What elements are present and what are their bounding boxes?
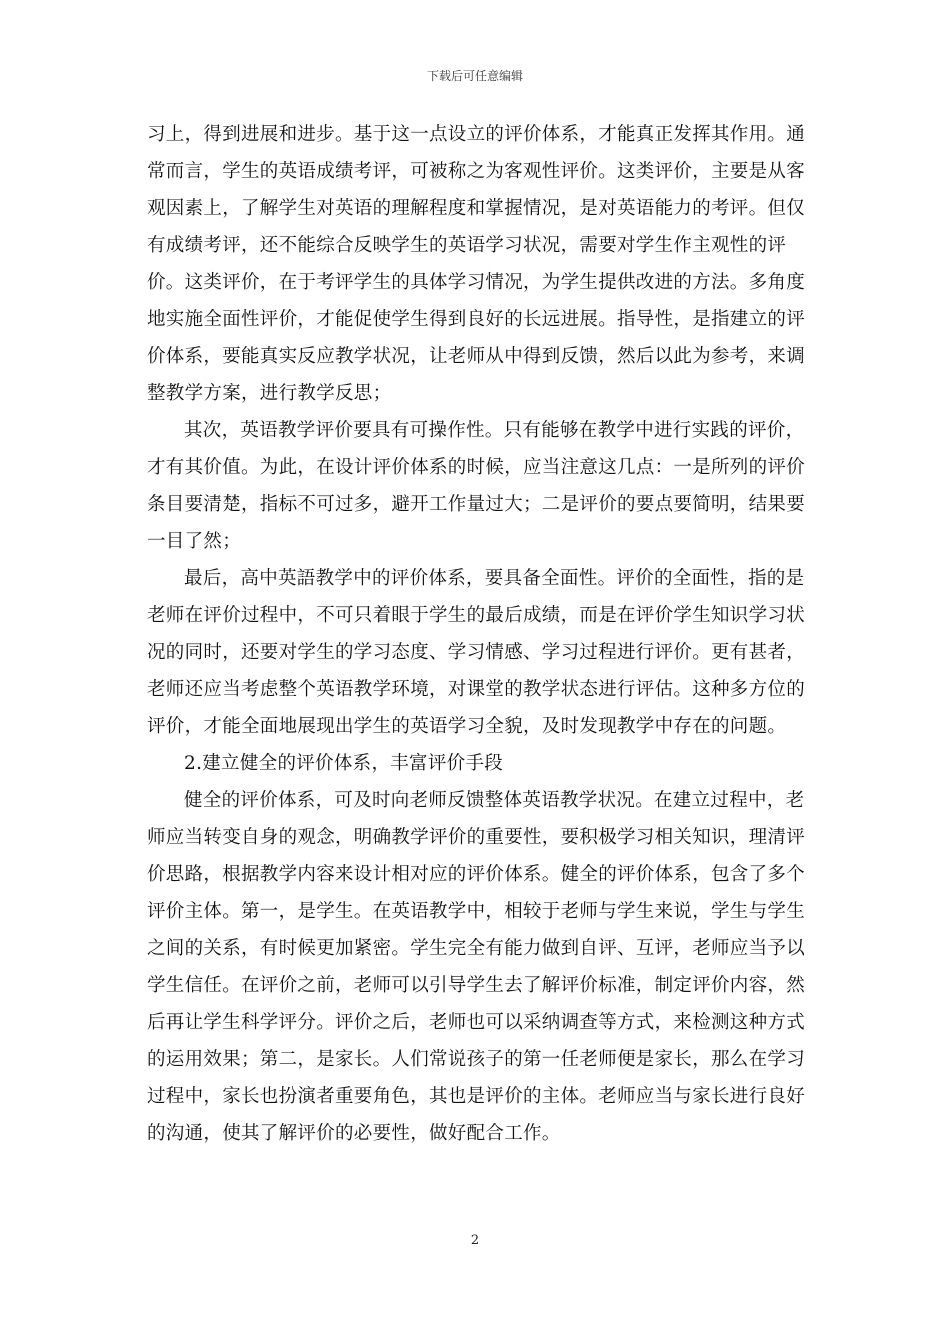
paragraph-operability: 其次，英语教学评价要具有可操作性。只有能够在教学中进行实践的评价，才有其价值。为此，在设计评价体系的时候，应当注意这几点：一是所列的评价条目要清楚，指标不可过多，避开工作量过大；二是评价的要点要简明，结果要一目了然； — [147, 420, 806, 552]
page-header: 下载后可任意编辑 — [426, 69, 523, 83]
paragraph-comprehensiveness: 最后，高中英語教学中的评价体系，要具备全面性。评价的全面性，指的是老师在评价过程中，不可只着眼于学生的最后成绩，而是在评价学生知识学习状况的同时，还要对学生的学习态度、学习情感、学习过程进行评价。更有甚者，老师还应当考虑整个英语教学环境，对课堂的教学状态进行评估。这种多方位的评价，才能全面地展现出学生的英语学习全貌，及时发现教学中存在的问题。 — [147, 568, 806, 737]
paragraph-evaluation-system: 健全的评价体系，可及时向老师反馈整体英语教学状况。在建立过程中，老师应当转变自身的观念，明确教学评价的重要性，要积极学习相关知识，理清评价思路，根据教学内容来设计相对应的评价体系。健全的评价体系，包含了多个评价主体。第一，是学生。在英语教学中，相较于老师与学生来说，学生与学生之间的关系，有时候更加紧密。学生完全有能力做到自评、互评，老师应当予以学生信任。在评价之前，老师可以引导学生去了解评价标准，制定评价内容，然后再让学生科学评分。评价之后，老师也可以采纳调查等方式，来检测这种方式的运用效果；第二，是家长。人们常说孩子的第一任老师便是家长，那么在学习过程中，家长也扮演者重要角色，其也是评价的主体。老师应当与家长进行良好的沟通，使其了解评价的必要性，做好配合工作。 — [147, 790, 806, 1144]
page-number: 2 — [470, 1233, 480, 1248]
section-heading: 2.建立健全的评价体系，丰富评价手段 — [184, 753, 504, 774]
paragraph-continuation: 习上，得到进展和进步。基于这一点设立的评价体系，才能真正发挥其作用。通常而言，学生的英语成绩考评，可被称之为客观性评价。这类评价，主要是从客观因素上，了解学生对英语的理解程度和掌握情况，是对英语能力的考评。但仅有成绩考评，还不能综合反映学生的英语学习状况，需要对学生作主观性的评价。这类评价，在于考评学生的具体学习情况，为学生提供改进的方法。多角度地实施全面性评价，才能促使学生得到良好的长远进展。指导性，是指建立的评价体系，要能真实反应教学状况，让老师从中得到反馈，然后以此为参考，来调整教学方案，进行教学反思； — [147, 124, 806, 404]
body-text — [147, 116, 813, 1152]
